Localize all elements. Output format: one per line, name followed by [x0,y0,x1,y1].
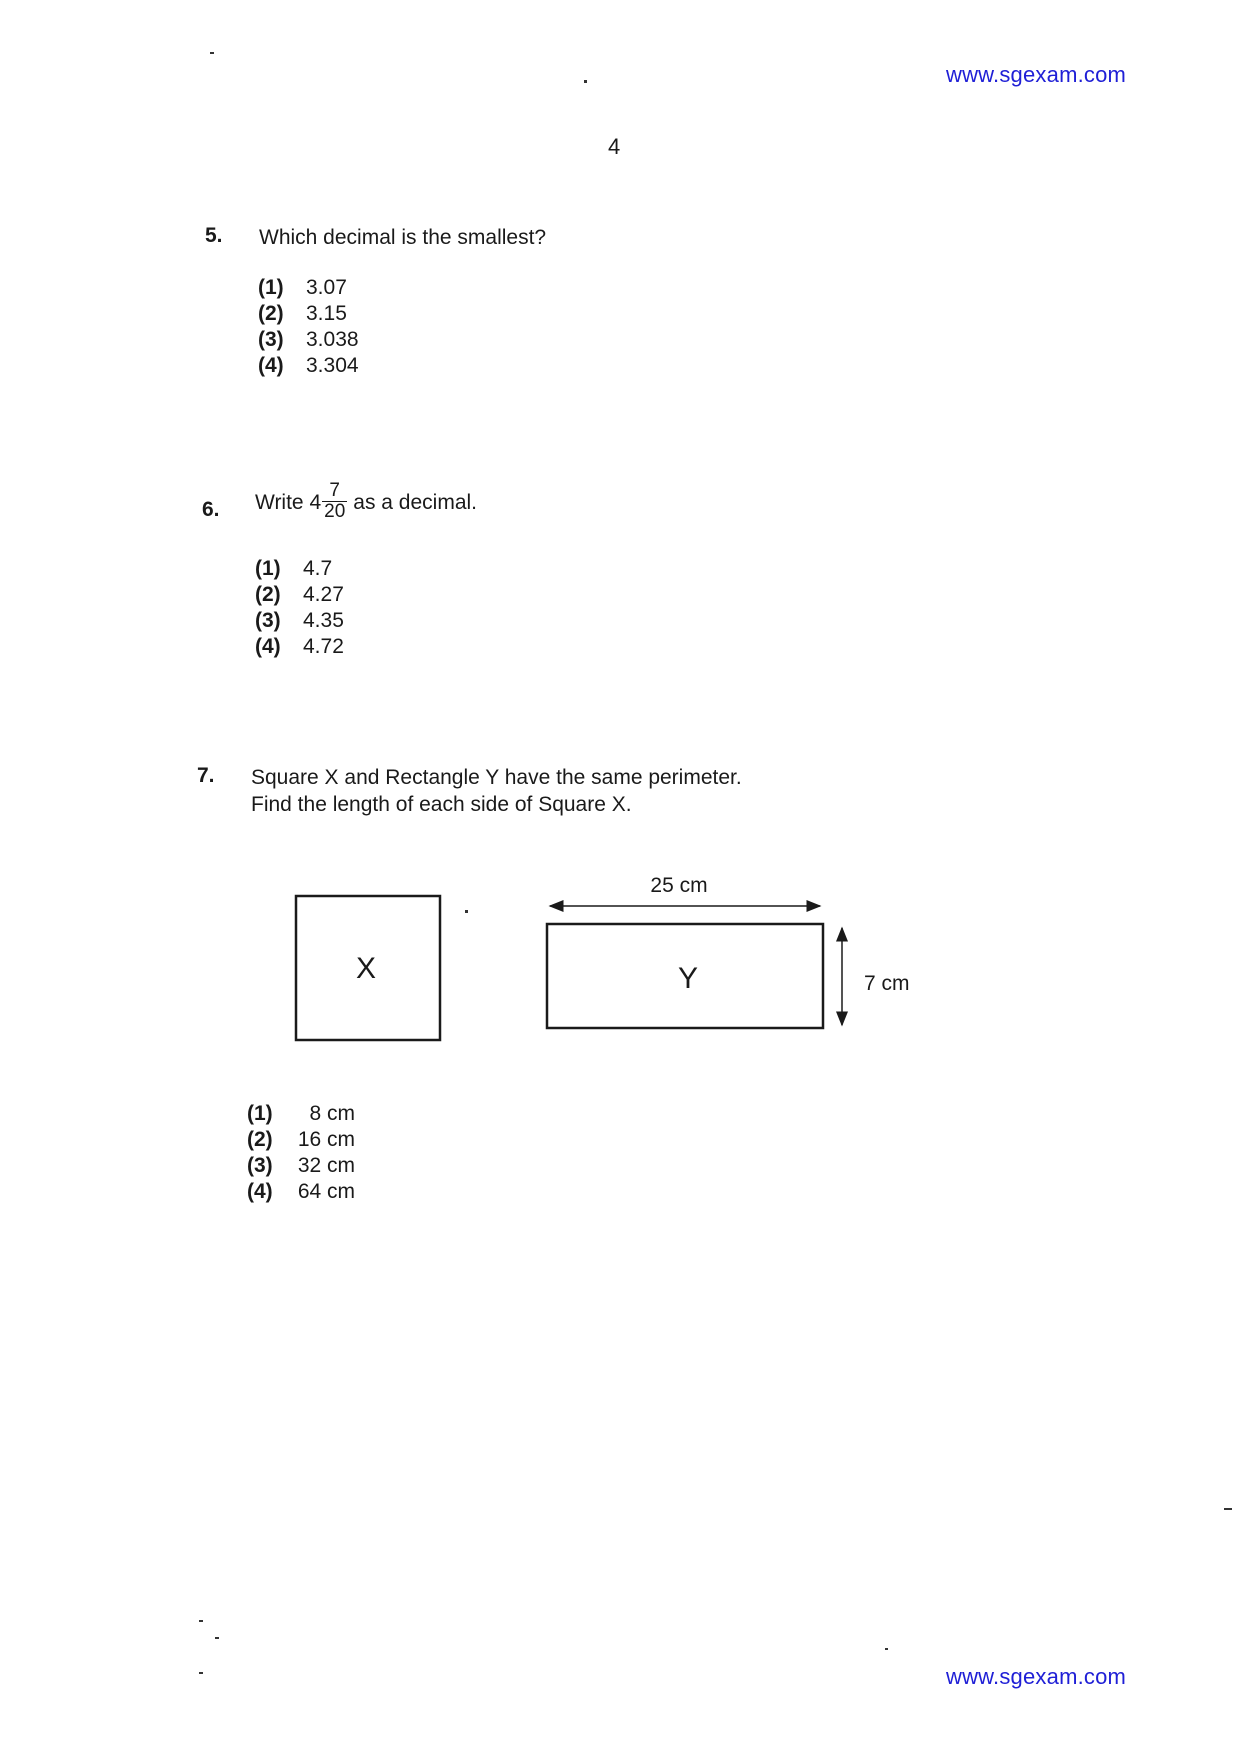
option-label: (4) [258,354,284,377]
option-label: (3) [258,328,284,351]
scan-speck [215,1637,219,1639]
scan-speck [465,910,468,913]
option-label: (2) [258,302,284,325]
fraction-denominator: 20 [324,500,346,522]
scan-speck [199,1672,203,1674]
option-value: 4.35 [303,609,344,632]
option-value: 16 cm [297,1128,355,1151]
question-5-number: 5. [205,224,223,247]
length-label: 25 cm [650,874,708,897]
option-label: (1) [247,1102,273,1125]
option-row[interactable] [247,1127,355,1153]
option-row[interactable] [247,1153,355,1179]
question-5-text: Which decimal is the smallest? [259,226,547,249]
question-7-options [247,1101,355,1205]
option-value: 4.27 [303,583,344,606]
option-value: 4.7 [303,557,333,580]
question-6-text-after: as a decimal. [353,491,478,514]
option-value: 32 cm [297,1154,355,1177]
question-7-line-1: Square X and Rectangle Y have the same perimeter. [251,766,742,789]
question-7-line-2: Find the length of each side of Square X. [251,793,632,816]
scan-speck [199,1620,203,1622]
scan-speck [885,1648,888,1650]
rectangle-label: Y [677,962,699,995]
question-6-text-before: Write 4 [255,491,322,514]
option-label: (4) [255,635,281,658]
option-value: 3.15 [306,302,347,325]
option-value: 8 cm [309,1102,355,1125]
option-value: 4.72 [303,635,344,658]
option-row[interactable] [247,1179,355,1205]
question-6-number: 6. [202,498,220,521]
option-label: (3) [255,609,281,632]
option-label: (1) [258,276,284,299]
square-label: X [355,952,377,985]
scan-speck [1224,1508,1232,1510]
site-link-top[interactable]: www.sgexam.com [946,62,1127,87]
width-label: 7 cm [864,972,910,995]
option-label: (2) [255,583,281,606]
scan-speck [584,80,587,83]
option-value: 3.304 [306,354,359,377]
option-value: 64 cm [297,1180,355,1203]
option-value: 3.07 [306,276,347,299]
option-value: 3.038 [306,328,359,351]
scan-speck [210,52,214,54]
option-row[interactable] [247,1101,355,1127]
option-label: (1) [255,557,281,580]
option-label: (4) [247,1180,273,1203]
option-label: (3) [247,1154,273,1177]
site-link-bottom[interactable]: www.sgexam.com [946,1664,1127,1689]
question-7-number: 7. [197,764,215,787]
fraction-numerator: 7 [329,479,340,501]
option-label: (2) [247,1128,273,1151]
page-number: 4 [608,134,621,159]
